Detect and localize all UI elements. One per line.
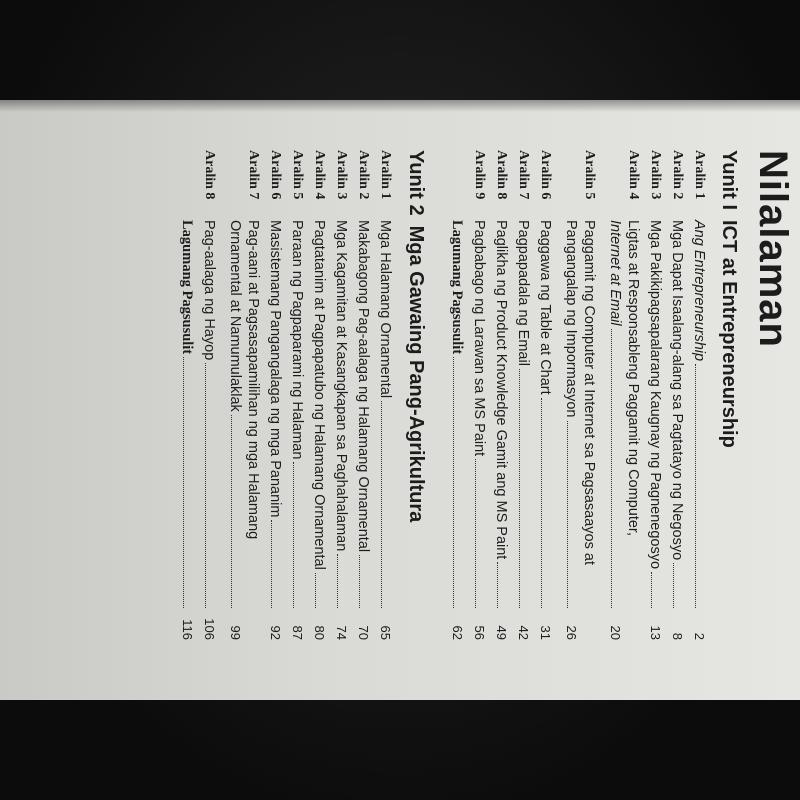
dot-leader: [673, 563, 674, 608]
page-shadow: [0, 100, 800, 112]
entry-page: 26: [564, 625, 579, 640]
unit-1-label: Yunit I: [718, 150, 740, 210]
entry-title-line-2: Pangangalap ng Impormasyon: [563, 220, 579, 418]
entry-page: 92: [268, 625, 283, 640]
dot-leader: [381, 401, 382, 608]
dot-leader: [453, 357, 454, 608]
entry-page: 80: [312, 625, 327, 640]
entry-title: Pagtatanim at Pagpapatubo ng Halamang Ornamental: [311, 220, 327, 570]
entry-page: 116: [180, 619, 195, 640]
entry-page: 65: [378, 625, 393, 640]
entry-label: Aralin 8: [202, 150, 217, 200]
dot-leader: [231, 415, 232, 608]
entry-label: Aralin 1: [692, 150, 707, 200]
dot-leader: [475, 459, 476, 608]
dot-leader: [541, 398, 542, 608]
entry-title: Pag-aalaga ng Hayop: [201, 220, 217, 361]
dot-leader: [695, 364, 696, 608]
entry-title: Lagumang Pagsusulit: [449, 220, 465, 355]
entry-title: Pagbabago ng Larawan sa MS Paint: [471, 220, 487, 457]
entry-page: 42: [516, 625, 531, 640]
entry-page: 56: [472, 625, 487, 640]
entry-label: Aralin 8: [494, 150, 509, 200]
entry-page: 106: [202, 618, 217, 640]
entry-title: Mga Dapat Isaalang-alang sa Pagtatayo ng Negosyo: [669, 220, 685, 561]
entry-label: Aralin 5: [290, 150, 305, 200]
entry-label: Aralin 5: [582, 150, 597, 200]
entry-title: Mga Pakikipagsapalarang Kaugnay ng Pagnenegosyo: [647, 220, 663, 570]
entry-page: 74: [334, 625, 349, 640]
entry-title: Lagumang Pagsusulit: [179, 220, 195, 355]
dot-leader: [497, 562, 498, 608]
entry-title: Masistemang Pangangalaga ng mga Pananim: [267, 220, 283, 518]
dot-leader: [567, 421, 568, 609]
entry-label: Aralin 4: [312, 150, 327, 200]
entry-title: Mga Halamang Ornamental: [377, 220, 393, 399]
entry-title: Ligtas at Responsableng Paggamit ng Computer,: [625, 220, 641, 536]
entry-label: Aralin 1: [378, 150, 393, 200]
entry-title-line-2: Internet at Email: [607, 220, 623, 326]
entry-title: Ang Entrepreneurship: [691, 220, 707, 362]
dot-leader: [315, 573, 316, 608]
dot-leader: [205, 363, 206, 608]
entry-page: 87: [290, 625, 305, 640]
table-of-contents: [0, 150, 795, 750]
entry-page: 70: [356, 625, 371, 640]
entry-page: 31: [538, 625, 553, 640]
unit-2-title: Mga Gawaing Pang-Agrikultura: [405, 225, 427, 523]
dot-leader: [651, 572, 652, 608]
entry-page: 20: [608, 625, 623, 640]
entry-label: Aralin 6: [538, 150, 553, 200]
unit-2-heading: [404, 150, 427, 522]
entry-page: 8: [670, 632, 685, 640]
dot-leader: [183, 357, 184, 608]
entry-label: Aralin 2: [356, 150, 371, 200]
entry-page: 62: [450, 625, 465, 640]
entry-title: Pag-aani at Pagsasapamilihan ng mga Halamang: [245, 220, 261, 540]
dot-leader: [337, 554, 338, 608]
entry-label: Aralin 3: [334, 150, 349, 200]
entry-page: 99: [228, 625, 243, 640]
entry-title: Makabagong Pag-aalaga ng Halamang Ornamental: [355, 220, 371, 553]
entry-title: Paggawa ng Table at Chart: [537, 220, 553, 395]
entry-label: Aralin 6: [268, 150, 283, 200]
entry-title: Paglikha ng Product Knowledge Gamit ang MS Paint: [493, 220, 509, 560]
dot-leader: [271, 520, 272, 608]
dot-leader: [359, 555, 360, 608]
entry-title: Mga Kagamitan at Kasangkapan sa Paghahalaman: [333, 220, 349, 552]
entry-label: Aralin 4: [626, 150, 641, 200]
entry-title-line-2: Ornamental at Namumulaklak: [227, 220, 243, 412]
unit-2-label: Yunit 2: [405, 150, 427, 216]
entry-title: Paggamit ng Computer at Internet sa Pagsasaayos at: [581, 220, 597, 565]
entry-title: Pagpapadala ng Email: [515, 220, 531, 366]
unit-1-heading: [717, 150, 740, 448]
entry-title: Paraan ng Pagpaparami ng Halaman: [289, 220, 305, 460]
entry-label: Aralin 9: [472, 150, 487, 200]
dot-leader: [611, 329, 612, 608]
entry-page: 49: [494, 625, 509, 640]
entry-label: Aralin 2: [670, 150, 685, 200]
toc-title: Nilalaman: [751, 150, 795, 348]
dot-leader: [519, 369, 520, 608]
entry-page: 13: [648, 625, 663, 640]
dot-leader: [293, 462, 294, 608]
entry-label: Aralin 7: [516, 150, 531, 200]
entry-page: 2: [692, 632, 707, 640]
unit-1-title: ICT at Entrepreneurship: [718, 220, 740, 448]
entry-label: Aralin 7: [246, 150, 261, 200]
entry-label: Aralin 3: [648, 150, 663, 200]
